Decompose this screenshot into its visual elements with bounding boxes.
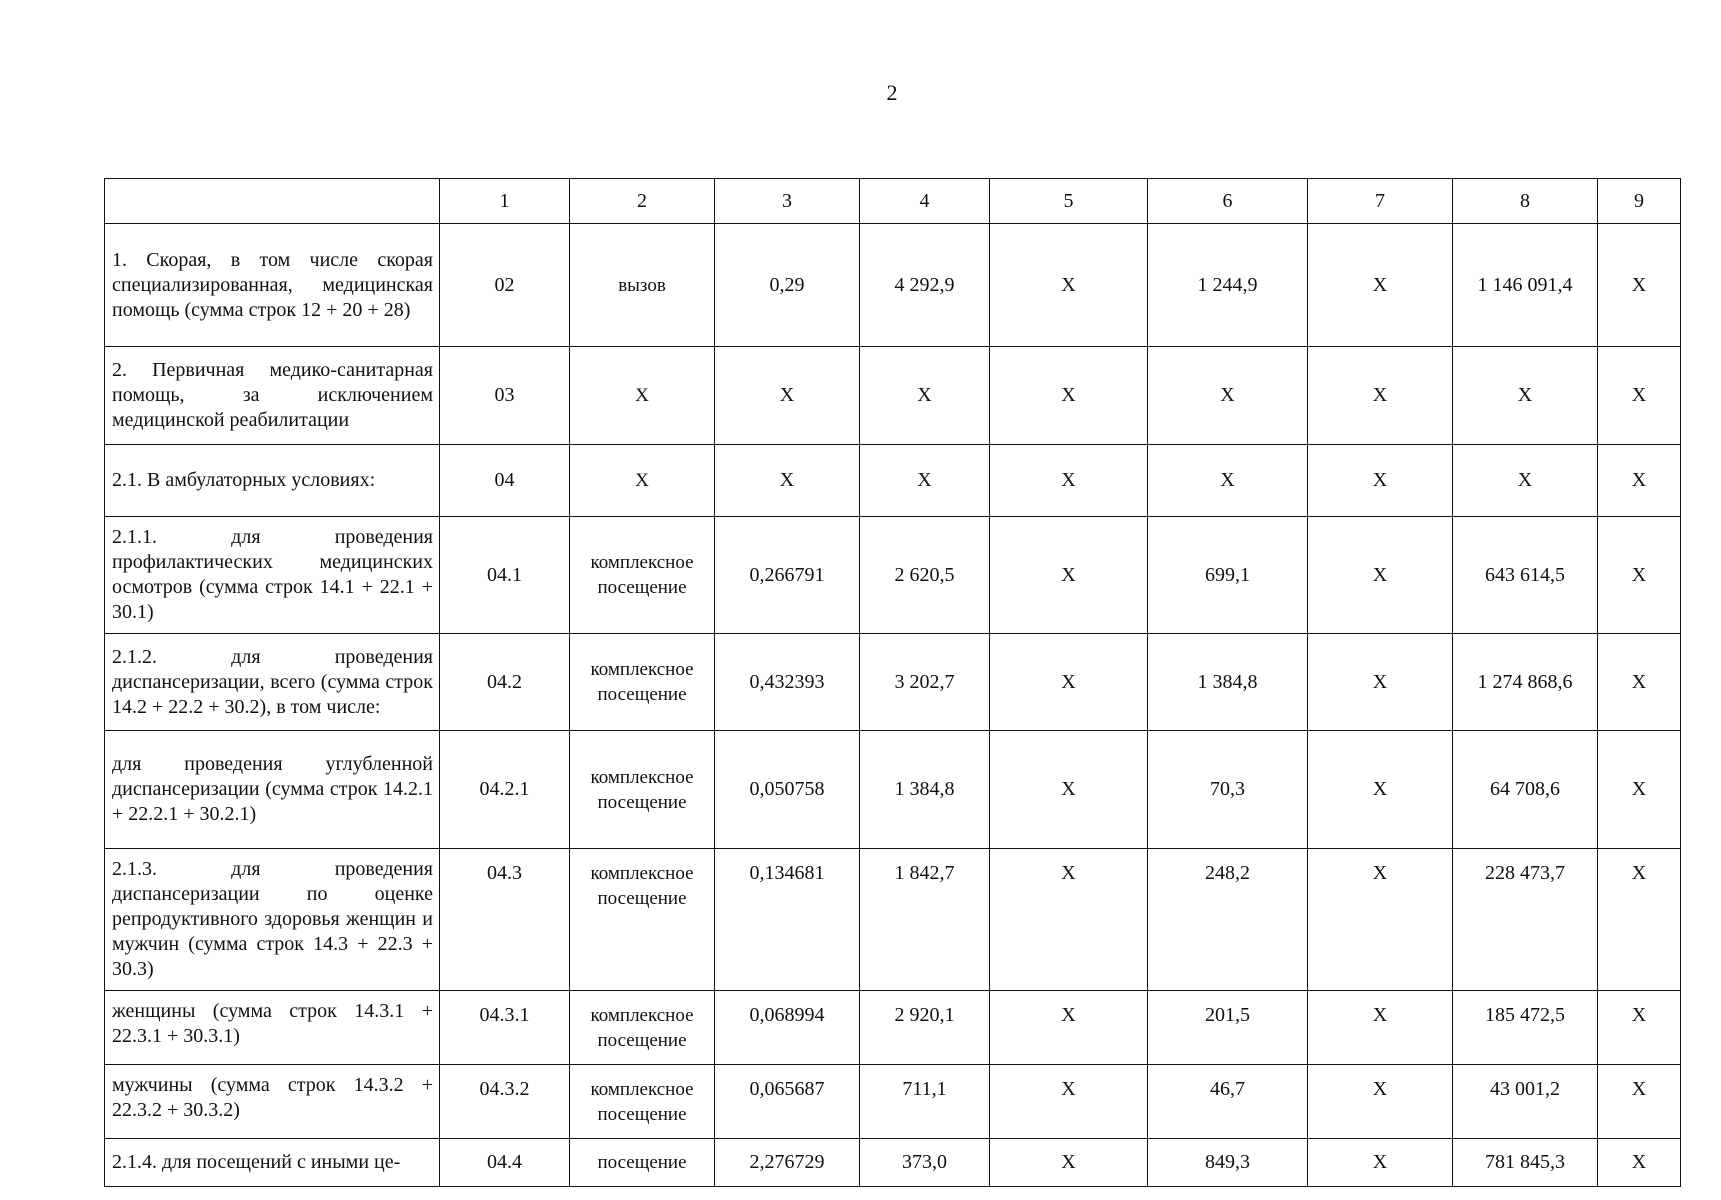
row-col8: 1 146 091,4 bbox=[1453, 224, 1598, 347]
header-cell: 1 bbox=[440, 179, 570, 224]
header-cell: 3 bbox=[715, 179, 860, 224]
row-col5: X bbox=[990, 1139, 1148, 1187]
row-description: мужчины (сумма строк 14.3.2 + 22.3.2 + 30.3.2) bbox=[105, 1065, 440, 1139]
row-code: 04 bbox=[440, 445, 570, 517]
row-description: 2.1.1. для проведения профилактических медицинских осмотров (сумма строк 14.1 + 22.1 + 30.1) bbox=[105, 517, 440, 634]
header-cell: 7 bbox=[1308, 179, 1453, 224]
row-description: 1. Скорая, в том числе скорая специализированная, медицинская помощь (сумма строк 12 + 20 + 28) bbox=[105, 224, 440, 347]
row-col4: X bbox=[860, 347, 990, 445]
row-col8: 228 473,7 bbox=[1453, 849, 1598, 991]
row-col7: X bbox=[1308, 347, 1453, 445]
table-row bbox=[105, 224, 1681, 347]
row-col4: 4 292,9 bbox=[860, 224, 990, 347]
row-code: 04.3.1 bbox=[440, 991, 570, 1065]
row-col8: 1 274 868,6 bbox=[1453, 634, 1598, 731]
row-col3: 0,068994 bbox=[715, 991, 860, 1065]
header-cell: 2 bbox=[570, 179, 715, 224]
row-col9: X bbox=[1598, 849, 1681, 991]
row-code: 04.4 bbox=[440, 1139, 570, 1187]
row-col4: 2 920,1 bbox=[860, 991, 990, 1065]
row-description: 2.1.3. для проведения диспансеризации по оценке репродуктивного здоровья женщин и мужчин (сумма строк 14.3 + 22.3 + 30.3) bbox=[105, 849, 440, 991]
row-col3: X bbox=[715, 445, 860, 517]
row-unit: комплексное посещение bbox=[570, 1065, 715, 1139]
table-row bbox=[105, 1065, 1681, 1139]
row-col7: X bbox=[1308, 445, 1453, 517]
row-description: 2.1. В амбулаторных условиях: bbox=[105, 445, 440, 517]
table-row bbox=[105, 1139, 1681, 1187]
row-col6: 70,3 bbox=[1148, 731, 1308, 849]
row-col4: 2 620,5 bbox=[860, 517, 990, 634]
row-col7: X bbox=[1308, 1065, 1453, 1139]
row-unit: X bbox=[570, 347, 715, 445]
row-col9: X bbox=[1598, 1139, 1681, 1187]
row-col3: 0,432393 bbox=[715, 634, 860, 731]
table-row bbox=[105, 731, 1681, 849]
row-col5: X bbox=[990, 517, 1148, 634]
row-description: для проведения углубленной диспансеризации (сумма строк 14.2.1 + 22.2.1 + 30.2.1) bbox=[105, 731, 440, 849]
row-col9: X bbox=[1598, 224, 1681, 347]
header-cell: 5 bbox=[990, 179, 1148, 224]
row-col3: 0,29 bbox=[715, 224, 860, 347]
row-unit: комплексное посещение bbox=[570, 517, 715, 634]
row-col5: X bbox=[990, 634, 1148, 731]
row-col4: X bbox=[860, 445, 990, 517]
header-cell bbox=[105, 179, 440, 224]
row-col8: 64 708,6 bbox=[1453, 731, 1598, 849]
row-col7: X bbox=[1308, 224, 1453, 347]
row-unit: комплексное посещение bbox=[570, 991, 715, 1065]
table-row bbox=[105, 347, 1681, 445]
row-col7: X bbox=[1308, 517, 1453, 634]
row-unit: комплексное посещение bbox=[570, 849, 715, 991]
row-col8: 43 001,2 bbox=[1453, 1065, 1598, 1139]
row-col6: 201,5 bbox=[1148, 991, 1308, 1065]
row-col8: 781 845,3 bbox=[1453, 1139, 1598, 1187]
row-col3: 0,266791 bbox=[715, 517, 860, 634]
row-col3: 2,276729 bbox=[715, 1139, 860, 1187]
header-cell: 4 bbox=[860, 179, 990, 224]
row-unit: X bbox=[570, 445, 715, 517]
indicators-table bbox=[104, 178, 1681, 1187]
row-col5: X bbox=[990, 347, 1148, 445]
row-col4: 1 842,7 bbox=[860, 849, 990, 991]
row-col6: 1 384,8 bbox=[1148, 634, 1308, 731]
row-col8: X bbox=[1453, 347, 1598, 445]
row-col5: X bbox=[990, 224, 1148, 347]
row-unit: вызов bbox=[570, 224, 715, 347]
row-description: 2.1.4. для посещений с иными це- bbox=[105, 1139, 440, 1187]
row-code: 02 bbox=[440, 224, 570, 347]
row-code: 03 bbox=[440, 347, 570, 445]
row-col3: X bbox=[715, 347, 860, 445]
row-col3: 0,065687 bbox=[715, 1065, 860, 1139]
row-col7: X bbox=[1308, 849, 1453, 991]
table-row bbox=[105, 991, 1681, 1065]
row-col9: X bbox=[1598, 634, 1681, 731]
row-col9: X bbox=[1598, 347, 1681, 445]
row-col3: 0,050758 bbox=[715, 731, 860, 849]
row-col8: X bbox=[1453, 445, 1598, 517]
row-description: женщины (сумма строк 14.3.1 + 22.3.1 + 30.3.1) bbox=[105, 991, 440, 1065]
row-col6: 46,7 bbox=[1148, 1065, 1308, 1139]
row-col5: X bbox=[990, 445, 1148, 517]
row-code: 04.2.1 bbox=[440, 731, 570, 849]
row-col4: 711,1 bbox=[860, 1065, 990, 1139]
row-col4: 373,0 bbox=[860, 1139, 990, 1187]
header-cell: 9 bbox=[1598, 179, 1681, 224]
row-col6: 849,3 bbox=[1148, 1139, 1308, 1187]
row-code: 04.1 bbox=[440, 517, 570, 634]
row-col7: X bbox=[1308, 634, 1453, 731]
row-col9: X bbox=[1598, 731, 1681, 849]
row-col4: 3 202,7 bbox=[860, 634, 990, 731]
row-col6: 1 244,9 bbox=[1148, 224, 1308, 347]
row-col5: X bbox=[990, 991, 1148, 1065]
row-unit: посещение bbox=[570, 1139, 715, 1187]
table-row bbox=[105, 849, 1681, 991]
row-col9: X bbox=[1598, 517, 1681, 634]
row-col5: X bbox=[990, 731, 1148, 849]
row-description: 2.1.2. для проведения диспансеризации, всего (сумма строк 14.2 + 22.2 + 30.2), в том числе: bbox=[105, 634, 440, 731]
table-row bbox=[105, 517, 1681, 634]
row-col4: 1 384,8 bbox=[860, 731, 990, 849]
row-col6: 248,2 bbox=[1148, 849, 1308, 991]
row-col9: X bbox=[1598, 445, 1681, 517]
row-col3: 0,134681 bbox=[715, 849, 860, 991]
row-col7: X bbox=[1308, 1139, 1453, 1187]
header-cell: 8 bbox=[1453, 179, 1598, 224]
row-code: 04.2 bbox=[440, 634, 570, 731]
row-unit: комплексное посещение bbox=[570, 634, 715, 731]
table-row bbox=[105, 445, 1681, 517]
row-unit: комплексное посещение bbox=[570, 731, 715, 849]
row-col8: 643 614,5 bbox=[1453, 517, 1598, 634]
row-col6: X bbox=[1148, 445, 1308, 517]
row-col9: X bbox=[1598, 991, 1681, 1065]
row-col6: 699,1 bbox=[1148, 517, 1308, 634]
row-col8: 185 472,5 bbox=[1453, 991, 1598, 1065]
row-col6: X bbox=[1148, 347, 1308, 445]
table-row bbox=[105, 634, 1681, 731]
page-number: 2 bbox=[886, 80, 898, 105]
table-header-row bbox=[105, 179, 1681, 224]
row-col5: X bbox=[990, 1065, 1148, 1139]
row-col5: X bbox=[990, 849, 1148, 991]
row-col7: X bbox=[1308, 731, 1453, 849]
row-col7: X bbox=[1308, 991, 1453, 1065]
row-col9: X bbox=[1598, 1065, 1681, 1139]
row-code: 04.3 bbox=[440, 849, 570, 991]
row-code: 04.3.2 bbox=[440, 1065, 570, 1139]
row-description: 2. Первичная медико-санитарная помощь, за исключением медицинской реабилитации bbox=[105, 347, 440, 445]
header-cell: 6 bbox=[1148, 179, 1308, 224]
